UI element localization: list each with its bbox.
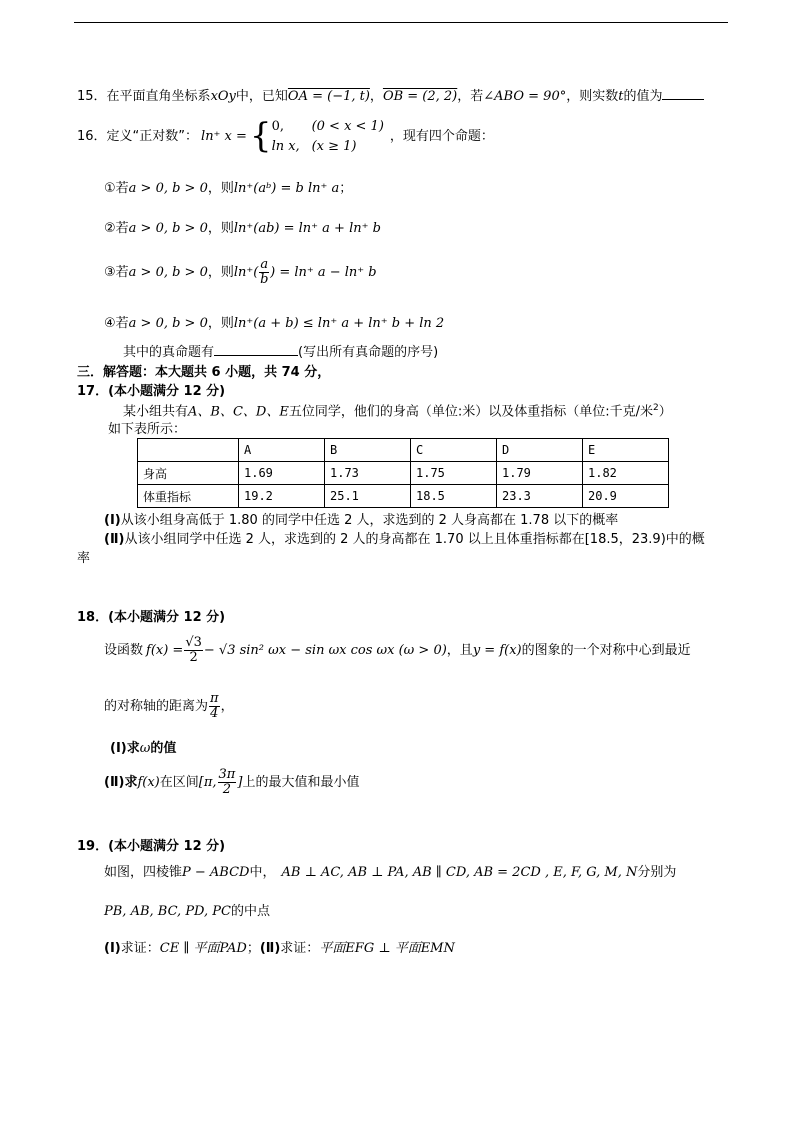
q15-vector-ob: OB = (2, 2) [382,89,458,104]
q17-number: 17． [77,384,109,399]
q18-text: 的图象的一个对称中心到最近 [521,642,691,658]
q16-piecewise-cases [272,120,384,153]
table-header-cell: D [497,439,583,462]
q16-proposition-4 [104,317,444,330]
q18-function-line [104,636,691,664]
table-cell: 1.82 [583,462,669,485]
q18-interval-left: [π, [198,774,217,790]
q16-p3-fraction [259,258,269,286]
q19-score: (本小题满分 12 分) [108,839,226,854]
q16-text: ，现有四个命题： [389,128,494,144]
q16-p2-then: ，则 [207,221,234,236]
q16-p4-expression: ln⁺(a + b) ≤ ln⁺ a + ln⁺ b + ln 2 [233,316,445,331]
q16-p2-mark: ②若 [104,221,129,236]
q18-number: 18． [77,610,109,625]
q16-proposition-3 [104,258,377,286]
q15-text: 中，已知 [235,89,288,104]
q16-ending-text: 其中的真命题有 [123,345,215,360]
table-cell: 18.5 [411,485,497,508]
fraction-denominator: 2 [222,781,232,797]
q18-fraction [184,636,203,664]
q19-line-2 [104,905,270,918]
q16-p3-then: ，则 [207,264,234,280]
q16-ending [123,346,438,359]
q16-proposition-1 [104,182,352,195]
q16-ending-note: (写出所有真命题的序号) [298,345,439,360]
q18-omega: ω [139,741,151,756]
q18-interval-fraction [218,768,237,796]
fraction-numerator: π [210,691,219,706]
q16-p1-mark: ①若 [104,181,129,196]
q16-p1-expression: ln⁺(aᵇ) = b ln⁺ a [233,181,340,196]
q18-graph-eq: y = f(x) [472,642,522,658]
q16-brace: { [249,116,272,156]
table-header-cell: B [325,439,411,462]
q15-vector-oa: OA = (−1, t) [287,89,370,104]
q16-p4-mark: ④若 [104,316,129,331]
q15-answer-blank [662,99,704,100]
q16-p2-condition: a > 0, b > 0 [128,221,208,236]
fraction-numerator: √3 [185,635,202,650]
q17-part1-label: (Ⅰ) [104,513,121,528]
question-16 [77,116,494,156]
fraction-numerator: 3π [218,767,236,782]
q17-part-2 [104,533,705,546]
q15-angle: ∠ABO = 90° [483,89,567,104]
q19-text: 如图，四棱锥 [104,865,183,880]
q19-parts [104,942,455,955]
q17-intro-text: 某小组共有 [123,404,189,420]
table-row [138,485,669,508]
q18-distance-fraction [209,692,220,720]
q19-part2-statement: 平面EFG ⊥ 平面EMN [319,941,455,956]
q19-text: 的中点 [230,904,270,919]
q16-definition-lhs: ln⁺ x = [201,128,247,144]
q18-function-lhs: f(x) = [146,642,184,658]
q17-part-2-wrap: 率 [77,551,91,566]
table-cell: 1.73 [325,462,411,485]
q18-part1-text: 求 [126,741,140,756]
q15-variable: t [618,89,624,104]
table-cell: 20.9 [583,485,669,508]
table-cell: 1.79 [497,462,583,485]
q18-part2-text: 在区间 [159,774,199,790]
fraction-denominator: 2 [189,649,198,665]
top-rule [74,22,728,23]
q18-part2-text: 上的最大值和最小值 [242,774,360,790]
table-cell: 19.2 [239,485,325,508]
q18-function-rhs: − √3 sin² ωx − sin ωx cos ωx (ω > 0) [203,642,447,658]
q15-separator: ， [369,89,383,104]
table-row-label: 体重指标 [138,485,239,508]
q16-p1-tail: ； [339,181,353,196]
table-cell: 23.3 [497,485,583,508]
q18-part2-label: (Ⅱ) [104,774,125,790]
q19-line-1 [104,866,676,879]
table-header-cell: E [583,439,669,462]
q17-header [77,385,225,398]
q16-p4-condition: a > 0, b > 0 [128,316,208,331]
q17-part1-text: 从该小组身高低于 1.80 的同学中任选 2 人，求选到的 2 人身高都在 1.78 以下的概率 [120,513,619,528]
q18-part1-text: 的值 [150,741,177,756]
q17-intro-line2: 如下表所示： [108,422,187,437]
q16-answer-blank [214,355,298,356]
q18-part2-text: 求 [124,774,138,790]
q19-part2-label: (Ⅱ) [259,941,281,956]
q16-p1-then: ，则 [207,181,234,196]
q15-number: 15． [77,89,107,104]
table-cell: 1.75 [411,462,497,485]
q16-number: 16． [77,128,107,144]
section-3-heading: 三．解答题：本大题共 6 小题，共 74 分， [77,365,331,380]
fraction-numerator: a [260,257,269,272]
q17-intro-line1 [123,404,672,418]
q19-relations: AB ⊥ AC, AB ⊥ PA, AB ∥ CD, AB = 2CD , E, F, G, M, N [281,865,638,880]
q16-case1-value: 0, [271,118,284,134]
q19-part2-text: 求证： [280,941,320,956]
q17-superscript: 2 [652,403,659,413]
table-cell: 1.69 [239,462,325,485]
q15-text: ，则实数 [566,89,619,104]
q17-part-1 [104,514,618,527]
q18-header [77,611,225,624]
q16-p2-expression: ln⁺(ab) = ln⁺ a + ln⁺ b [233,221,381,236]
q18-distance-line [104,692,234,720]
q19-number: 19． [77,839,109,854]
table-row-label: 身高 [138,462,239,485]
q16-proposition-2 [104,222,381,235]
q16-case1-condition: (0 < x < 1) [311,118,384,134]
question-15 [77,90,704,103]
q18-part1-label: (Ⅰ) [110,741,127,756]
q19-part1-text: 求证： [120,941,160,956]
q16-p3-expression-pre: ln⁺( [233,264,259,280]
q17-score: (本小题满分 12 分) [108,384,226,399]
q17-intro-text: 五位同学，他们的身高（单位:米）以及体重指标（单位:千克/米 [288,404,653,420]
q18-text: 的对称轴的距离为 [104,698,209,714]
q17-data-table [137,438,669,508]
q17-part2-text: 从该小组同学中任选 2 人，求选到的 2 人的身高都在 1.70 以上且体重指标都在[18.5，23.9)中的概 [124,532,705,547]
q19-part1-statement: CE ∥ 平面PAD [159,941,247,956]
q16-text: 定义“正对数”： [106,128,199,144]
fraction-denominator: b [260,271,269,287]
table-header-cell: C [411,439,497,462]
table-header-row [138,439,669,462]
q17-part2-label: (Ⅱ) [104,532,125,547]
q17-student-names: A、B、C、D、E [188,404,289,420]
q16-p4-then: ，则 [207,316,234,331]
q16-case2-condition: (x ≥ 1) [311,138,357,154]
q17-intro-text: ） [658,404,672,420]
q19-midpoints: PB, AB, BC, PD, PC [104,904,231,919]
q15-text: 的值为 [623,89,663,104]
q19-text: 中， [249,865,276,880]
q15-coord-system: xOy [210,89,236,104]
q18-score: (本小题满分 12 分) [108,610,226,625]
q19-header [77,840,225,853]
q16-p3-expression-post: ) = ln⁺ a − ln⁺ b [270,264,377,280]
q15-text: ，若 [457,89,484,104]
q18-text: ，且 [446,642,473,658]
table-header-cell [138,439,239,462]
q19-pyramid: P − ABCD [182,865,250,880]
q18-text: 设函数 [104,642,144,658]
q18-part-2 [104,768,359,796]
q19-separator: ； [246,941,260,956]
q19-part1-label: (Ⅰ) [104,941,121,956]
q16-p3-mark: ③若 [104,264,129,280]
q16-case2-value: ln x, [271,138,300,154]
table-row [138,462,669,485]
q15-text: 在平面直角坐标系 [106,89,211,104]
q16-p3-condition: a > 0, b > 0 [128,264,208,280]
q18-text: ， [220,698,234,714]
q18-part-1 [110,742,176,755]
q18-part2-function: f(x) [137,774,160,790]
q18-interval-right: ] [237,774,243,790]
fraction-denominator: 4 [210,705,219,721]
table-header-cell: A [239,439,325,462]
q19-text: 分别为 [637,865,677,880]
q16-p1-condition: a > 0, b > 0 [128,181,208,196]
table-cell: 25.1 [325,485,411,508]
